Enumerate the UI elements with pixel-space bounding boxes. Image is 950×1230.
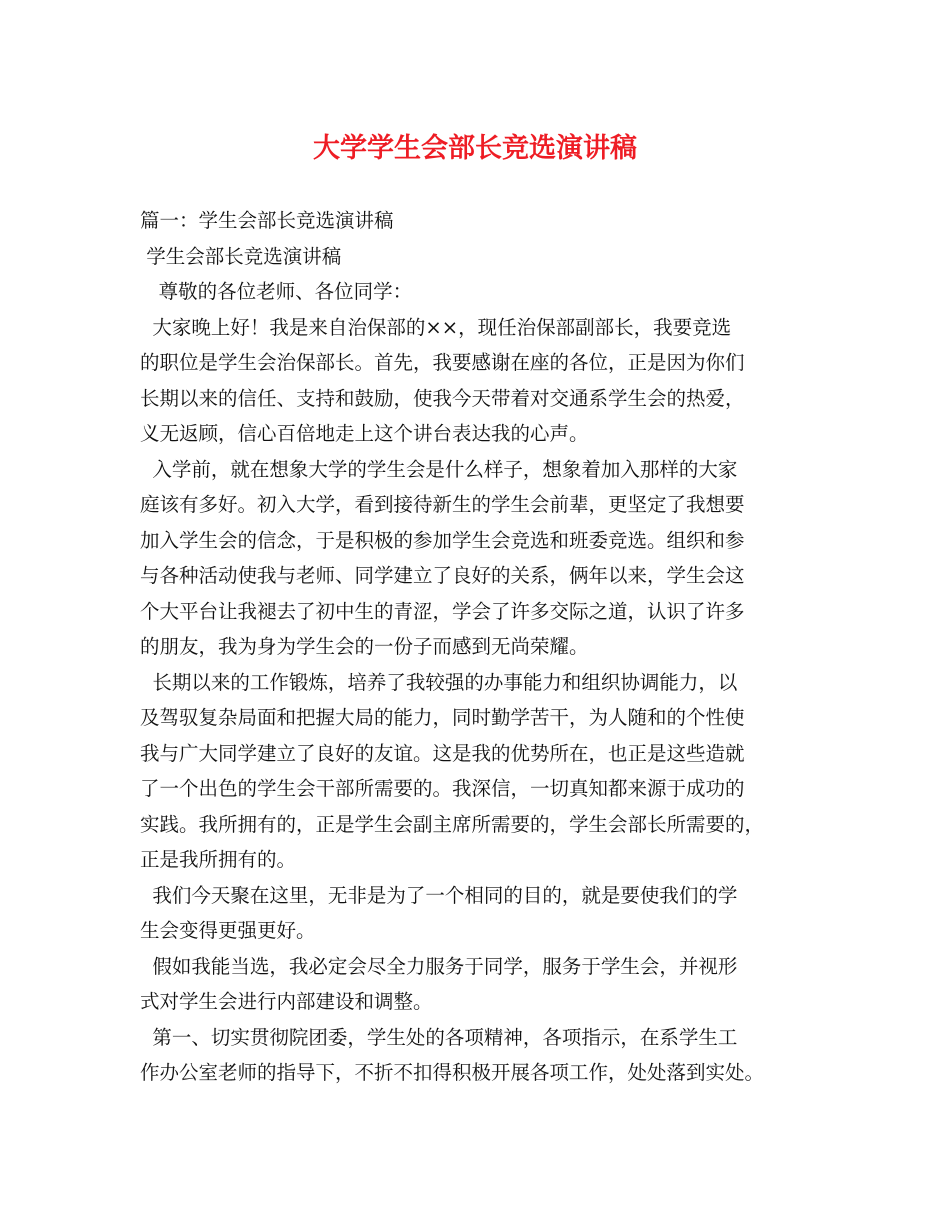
body-line: 式对学生会进行内部建设和调整。 — [140, 990, 433, 1013]
body-line: 与各种活动使我与老师、同学建立了良好的关系，俩年以来，学生会这 — [140, 564, 745, 587]
body-line: 的朋友，我为身为学生会的一份子而感到无尚荣耀。 — [140, 635, 589, 658]
body-line: 及驾驭复杂局面和把握大局的能力，同时勤学苦干，为人随和的个性使 — [140, 706, 745, 729]
body-line: 假如我能当选，我必定会尽全力服务于同学，服务于学生会，并视形 — [140, 954, 738, 978]
body-line: 个大平台让我褪去了初中生的青涩，学会了许多交际之道，认识了许多 — [140, 599, 745, 623]
body-line: 庭该有多好。初入大学，看到接待新生的学生会前辈，更坚定了我想要 — [140, 493, 745, 516]
body-line: 大家晚上好！我是来自治保部的××，现任治保部副部长，我要竞选 — [140, 315, 732, 339]
body-line: 第一、切实贯彻院团委，学生处的各项精神，各项指示，在系学生工 — [140, 1025, 738, 1049]
body-line: 尊敬的各位老师、各位同学： — [140, 280, 413, 303]
body-line: 义无返顾，信心百倍地走上这个讲台表达我的心声。 — [140, 422, 589, 445]
body-line: 学生会部长竞选演讲稿 — [140, 244, 342, 268]
body-line: 的职位是学生会治保部长。首先，我要感谢在座的各位，正是因为你们 — [140, 351, 745, 374]
body-line: 篇一：学生会部长竞选演讲稿 — [140, 209, 394, 232]
body-line: 了一个出色的学生会干部所需要的。我深信，一切真知都来源于成功的 — [140, 777, 745, 800]
body-line: 作办公室老师的指导下，不折不扣得积极开展各项工作，处处落到实处。 — [140, 1061, 765, 1084]
body-line: 实践。我所拥有的，正是学生会副主席所需要的，学生会部长所需要的， — [140, 812, 765, 836]
body-line: 正是我所拥有的。 — [140, 848, 297, 871]
body-line: 入学前，就在想象大学的学生会是什么样子，想象着加入那样的大家 — [140, 457, 738, 481]
document-title: 大学学生会部长竞选演讲稿 — [313, 133, 637, 164]
body-line: 我们今天聚在这里，无非是为了一个相同的目的，就是要使我们的学 — [140, 883, 738, 907]
document-body — [140, 203, 825, 1091]
body-line: 长期以来的信任、支持和鼓励，使我今天带着对交通系学生会的热爱， — [140, 386, 745, 410]
body-line: 我与广大同学建立了良好的友谊。这是我的优势所在，也正是这些造就 — [140, 741, 745, 765]
body-line: 生会变得更强更好。 — [140, 919, 316, 942]
body-line: 长期以来的工作锻炼，培养了我较强的办事能力和组织协调能力，以 — [140, 670, 738, 694]
body-line: 加入学生会的信念，于是积极的参加学生会竞选和班委竞选。组织和参 — [140, 528, 745, 552]
